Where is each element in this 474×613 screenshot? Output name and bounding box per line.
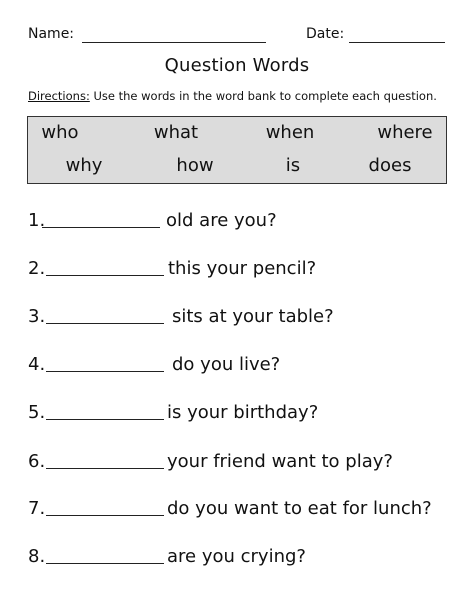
question-text: is your birthday? [167, 402, 319, 423]
word-bank-word: what [153, 122, 199, 143]
word-bank [27, 116, 447, 184]
name-label: Name: [28, 26, 75, 42]
question-number: 7. [28, 498, 46, 519]
word-bank-word: is [285, 155, 301, 176]
word-bank-word: why [65, 155, 103, 176]
answer-blank[interactable] [46, 275, 164, 276]
answer-blank[interactable] [46, 563, 164, 564]
word-bank-word: who [41, 122, 79, 143]
answer-blank[interactable] [46, 515, 164, 516]
header-row [28, 26, 448, 48]
answer-blank[interactable] [42, 227, 160, 228]
date-blank[interactable] [349, 42, 445, 43]
answer-blank[interactable] [46, 371, 164, 372]
answer-blank[interactable] [46, 419, 164, 420]
worksheet-title: Question Words [164, 55, 310, 76]
question-text: do you want to eat for lunch? [167, 498, 432, 519]
question-number: 8. [28, 546, 46, 567]
word-bank-word: how [176, 155, 214, 176]
question-text: sits at your table? [172, 306, 334, 327]
directions-text: Use the words in the word bank to complete each question. [89, 89, 437, 103]
name-blank[interactable] [82, 42, 266, 43]
question-text: this your pencil? [168, 258, 317, 279]
question-text: old are you? [166, 210, 277, 231]
question-text: do you live? [172, 354, 281, 375]
word-bank-word: where [377, 122, 433, 143]
question-text: your friend want to play? [167, 451, 393, 472]
question-number: 2. [28, 258, 46, 279]
word-bank-word: when [265, 122, 315, 143]
answer-blank[interactable] [46, 323, 164, 324]
question-number: 6. [28, 451, 46, 472]
directions-label: Directions: [28, 89, 90, 103]
date-label: Date: [306, 26, 345, 42]
word-bank-word: does [368, 155, 412, 176]
question-number: 3. [28, 306, 46, 327]
question-number: 1. [28, 210, 46, 231]
question-number: 4. [28, 354, 46, 375]
answer-blank[interactable] [46, 468, 164, 469]
question-text: are you crying? [167, 546, 306, 567]
directions [28, 89, 458, 103]
question-number: 5. [28, 402, 46, 423]
